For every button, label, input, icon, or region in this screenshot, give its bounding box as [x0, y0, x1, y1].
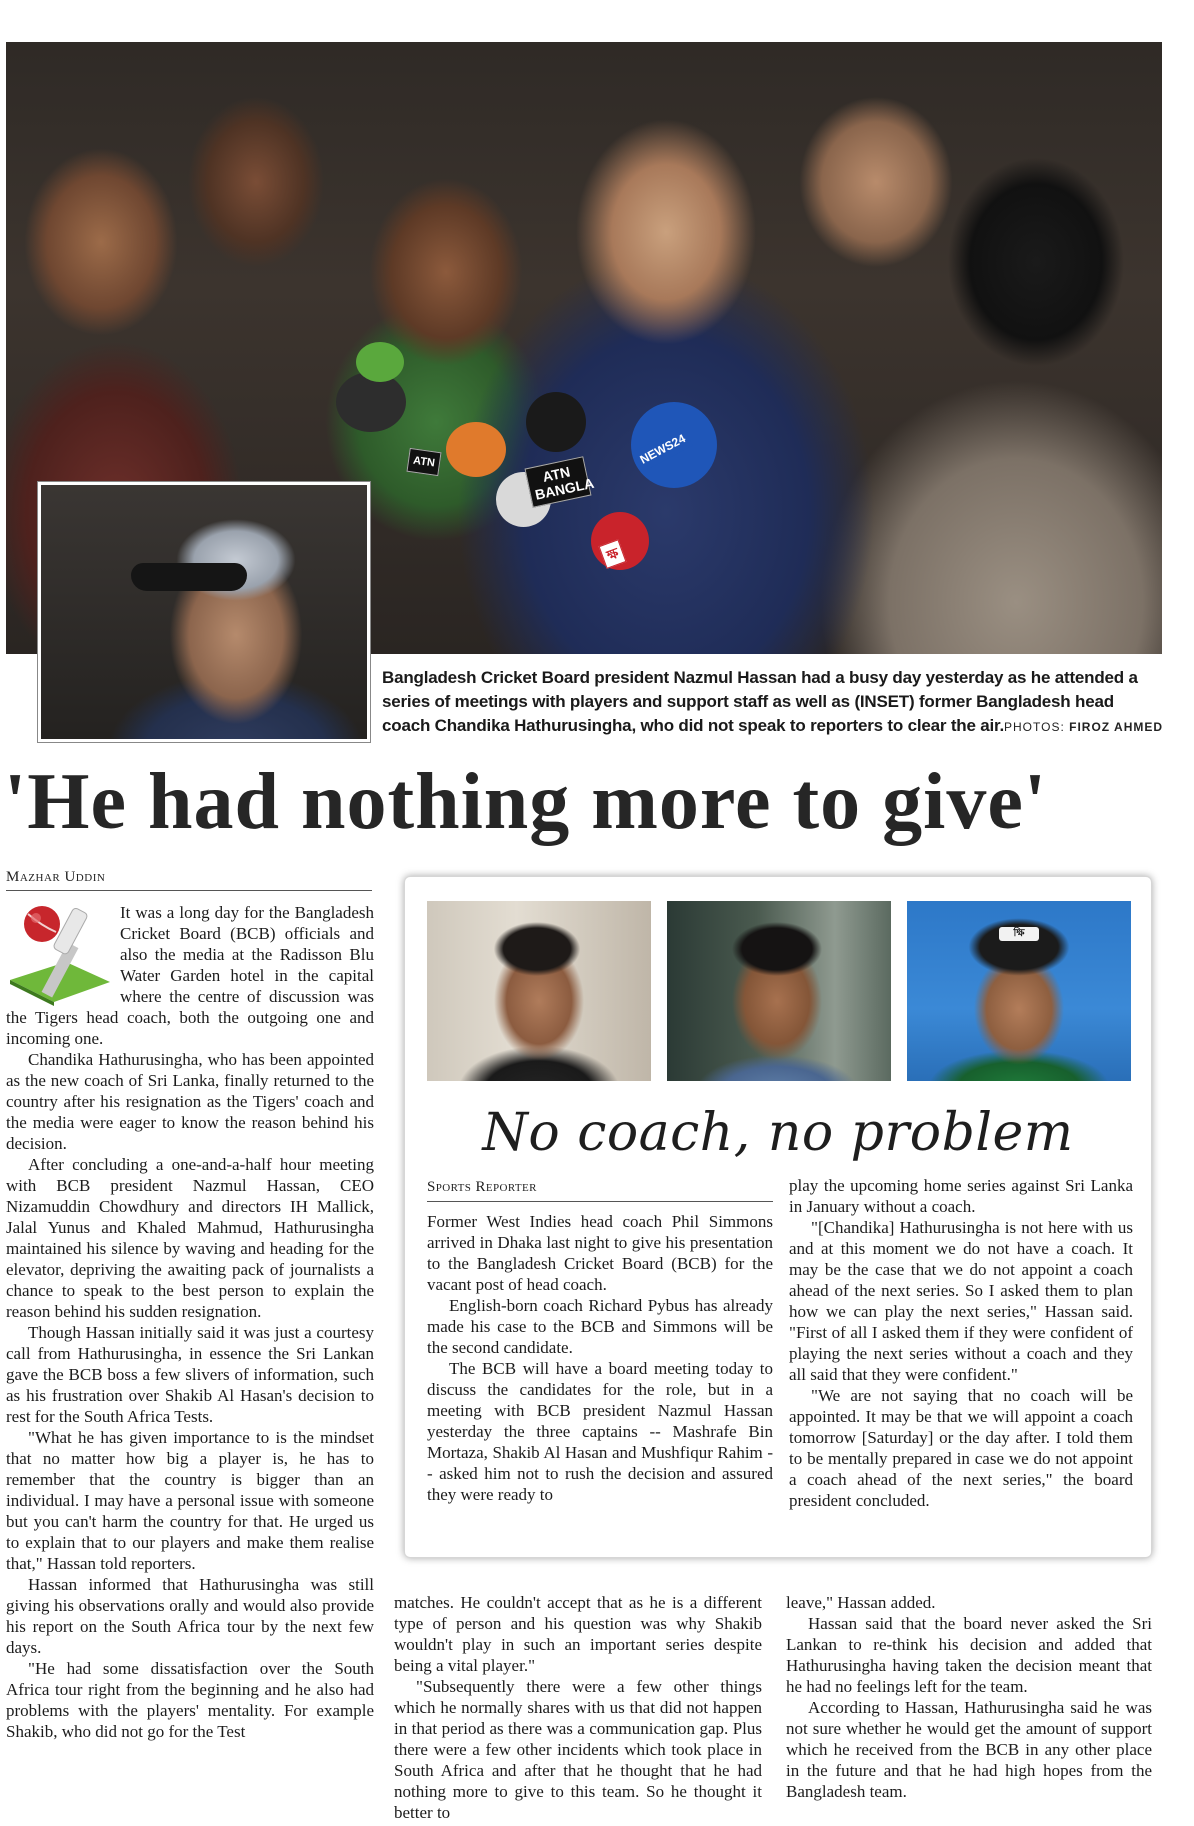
paragraph: According to Hassan, Hathurusingha said he was not sure whether he would get the amount of support which he received from the BCB in any other place in the future and that he had high hopes from the Bangladesh team.	[786, 1698, 1152, 1801]
paragraph: "We are not saying that no coach will be appointed. It may be that we will appoint a coach tomorrow [Saturday] or the day after. I told them to be mentally prepared in case we do not appoint a coach ahead of the next series," the board president concluded.	[789, 1386, 1133, 1510]
sidebar-byline: Sports Reporter	[427, 1179, 537, 1195]
sidebar-byline-divider	[427, 1201, 773, 1202]
mic-flag-news24: NEWS24	[632, 426, 693, 472]
sidebar-box	[404, 876, 1152, 1558]
photo-credit	[1004, 720, 1163, 734]
paragraph: Though Hassan initially said it was just a courtesy call from Hathurusingha, in essence the Sri Lankan gave the BCB boss a few slivers of information, such as his frustration over Shakib Al Hasan's decision to rest for the South Africa Tests.	[6, 1323, 374, 1426]
paragraph: Hassan informed that Hathurusingha was still giving his observations orally and would also provide his report on the South Africa tour by the next few days.	[6, 1575, 374, 1657]
microphone-icon	[356, 342, 404, 382]
photo-credit-name: FIROZ AHMED	[1069, 720, 1164, 734]
paragraph: "What he has given importance to is the mindset that no matter how big a player is, he has to remember that the country is bigger than an individual. I may have a personal issue with someone but you can't harm the country for that. He urged us to explain that to our players and make them realise that," Hassan told reporters.	[6, 1428, 374, 1573]
paragraph: English-born coach Richard Pybus has already made his case to the BCB and Simmons will be the second candidate.	[427, 1296, 773, 1357]
paragraph: leave," Hassan added.	[786, 1593, 936, 1612]
paragraph: The BCB will have a board meeting today to discuss the candidates for the role, but in a meeting with BCB president Nazmul Hassan yesterday the three captains -- Mashrafe Bin Mortaza, Shakib Al Hasan and Mushfiqur Rahim -- asked him not to rush the decision and assured they were ready to	[427, 1359, 773, 1504]
byline: Mazhar Uddin	[6, 869, 106, 885]
mic-flag-atn: ATN	[406, 448, 441, 476]
photo-credit-label: PHOTOS:	[1004, 720, 1065, 734]
paragraph: After concluding a one-and-a-half hour meeting with BCB president Nazmul Hassan, CEO Nizamuddin Chowdhury and directors IH Mallick, Jalal Yunus and Khaled Mahmud, Hathurusingha maintained his silence by waving and heading for the elevator, depriving the awaiting pack of journalists a chance to speak to the best person to explain the reason behind his sudden resignation.	[6, 1155, 374, 1321]
microphone-icon	[446, 422, 506, 477]
cricket-icon	[6, 902, 114, 1006]
mic-flag-atn-bangla: ATN BANGLA	[524, 456, 591, 508]
microphone-icon	[336, 372, 406, 432]
cricket-ball-bat-icon	[6, 902, 114, 1006]
mic-flag-red: ক্ষ	[599, 539, 627, 569]
headline: 'He had nothing more to give'	[4, 758, 1048, 846]
portrait-shakib	[667, 901, 891, 1081]
paragraph: Chandika Hathurusingha, who has been appointed as the new coach of Sri Lanka, finally returned to the country after his resignation as the Tigers' coach and the media were eager to know the reason behind his decision.	[6, 1050, 374, 1153]
paragraph: matches. He couldn't accept that as he is a different type of person and his question was why Shakib wouldn't play in such an important series despite being a vital player."	[394, 1593, 762, 1675]
sidebar-column-2	[789, 1175, 1133, 1511]
cap-logo: ক্ষি	[999, 927, 1039, 941]
portrait-mushfiqur	[907, 901, 1131, 1081]
article-column-2	[394, 1592, 762, 1823]
microphone-icon	[526, 392, 586, 452]
sunglasses	[131, 563, 247, 591]
paragraph: It was a long day for the Bangladesh Cricket Board (BCB) officials and also the media at the Radisson Blu Water Garden hotel in the capital where the centre of discussion was the Tigers head coach, both the outgoing one and incoming one.	[6, 903, 374, 1048]
sidebar-column-1	[427, 1211, 773, 1505]
paragraph: Former West Indies head coach Phil Simmons arrived in Dhaka last night to give his presentation to the Bangladesh Cricket Board (BCB) for the vacant post of head coach.	[427, 1212, 773, 1294]
portrait-mashrafe	[427, 901, 651, 1081]
inset-photo	[38, 482, 370, 742]
sidebar-title: No coach, no problem	[482, 1103, 1074, 1163]
byline-divider	[6, 890, 372, 891]
article-column-1	[6, 902, 374, 1742]
paragraph: Hassan said that the board never asked the Sri Lankan to re-think his decision and added that Hathurusingha having taken the decision meant that he had no feelings left for the team.	[786, 1614, 1152, 1696]
photo-caption: Bangladesh Cricket Board president Nazmul Hassan had a busy day yesterday as he attended a series of meetings with players and support staff as well as (INSET) former Bangladesh head coach Chandika Hathurusingha, who did not speak to reporters to clear the air.	[382, 668, 1138, 735]
paragraph: "Subsequently there were a few other things which he normally shares with us that did not happen in that period as there was a communication gap. Plus there were a few other incidents which took place in South Africa and after that he thought that he had nothing more to give to this team. So he thought it better to	[394, 1677, 762, 1822]
paragraph: "[Chandika] Hathurusingha is not here with us and at this moment we do not have a coach. It may be the case that we do not appoint a coach ahead of the next series. So I asked them to plan how we can play the next series," Hassan said. "First of all I asked them if they were confident of playing the next series without a coach and they all said that they were confident."	[789, 1218, 1133, 1384]
article-column-3	[786, 1592, 1152, 1802]
paragraph: play the upcoming home series against Sri Lanka in January without a coach.	[789, 1176, 1133, 1216]
paragraph: "He had some dissatisfaction over the South Africa tour right from the beginning and he also had problems with the players' mentality. For example Shakib, who did not go for the Test	[6, 1659, 374, 1741]
